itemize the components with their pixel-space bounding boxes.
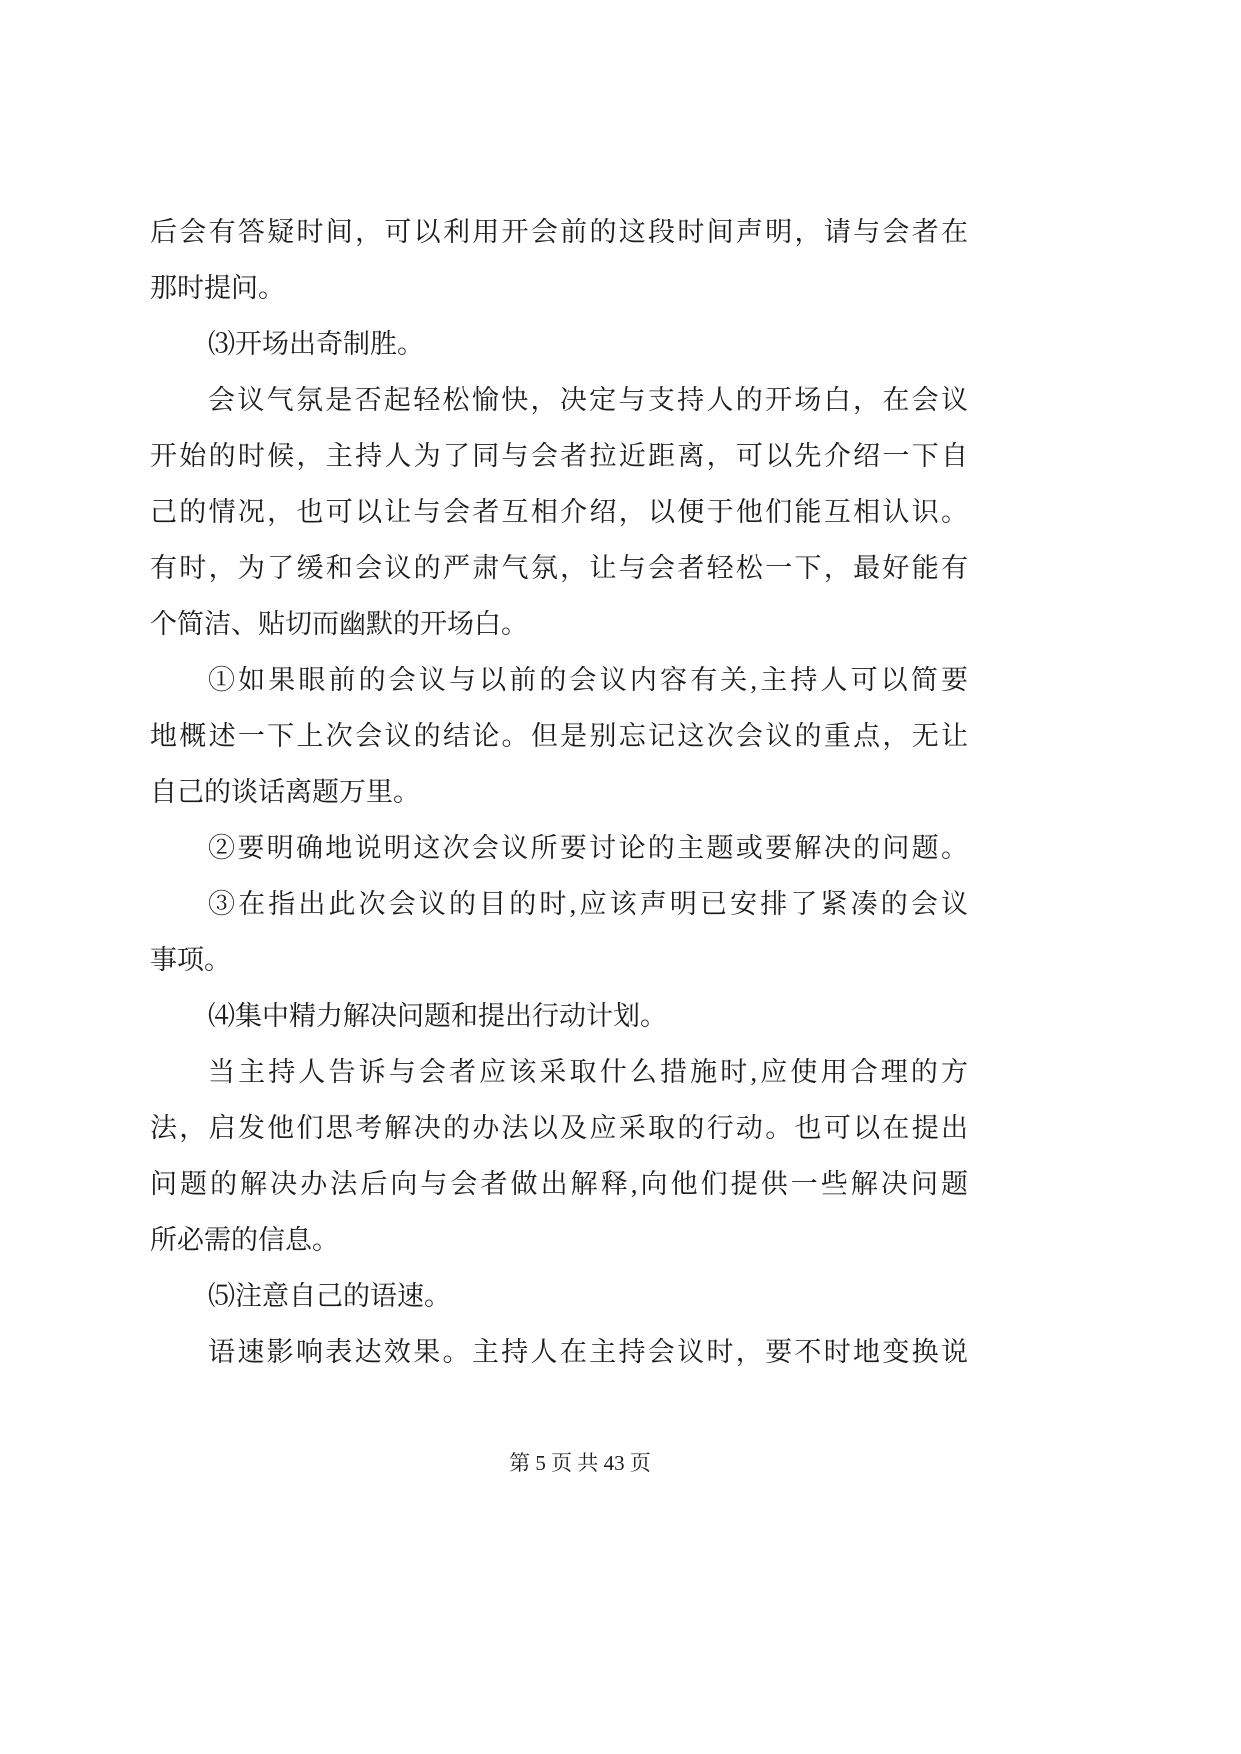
- text-line: 会议气氛是否起轻松愉快，决定与支持人的开场白，在会议: [208, 385, 968, 415]
- paragraph: [150, 204, 968, 316]
- section-heading: [150, 316, 968, 372]
- paragraph: [150, 1044, 968, 1268]
- list-item: [150, 876, 968, 988]
- list-item: [150, 820, 968, 876]
- text-line: 那时提问。: [150, 273, 285, 303]
- document-body: [150, 204, 968, 1380]
- text-line: ③在指出此次会议的目的时,应该声明已安排了紧凑的会议: [208, 889, 968, 919]
- text-line: 所必需的信息。: [150, 1225, 339, 1255]
- page-number-footer: 第 5 页 共 43 页: [509, 1451, 651, 1475]
- section-heading: [150, 988, 968, 1044]
- section-heading-text: ⑸注意自己的语速。: [208, 1281, 451, 1311]
- text-line: 有时，为了缓和会议的严肃气氛，让与会者轻松一下，最好能有: [150, 553, 968, 583]
- text-line: 自己的谈话离题万里。: [150, 777, 420, 807]
- text-line: 个简洁、贴切而幽默的开场白。: [150, 609, 528, 639]
- list-item: [150, 652, 968, 820]
- paragraph: [150, 372, 968, 652]
- text-line: 事项。: [150, 945, 231, 975]
- text-line: ①如果眼前的会议与以前的会议内容有关,主持人可以简要: [208, 665, 968, 695]
- text-line: 开始的时候，主持人为了同与会者拉近距离，可以先介绍一下自: [150, 441, 968, 471]
- text-line: 法，启发他们思考解决的办法以及应采取的行动。也可以在提出: [150, 1113, 968, 1143]
- text-line: 己的情况，也可以让与会者互相介绍，以便于他们能互相认识。: [150, 497, 968, 527]
- text-line: ②要明确地说明这次会议所要讨论的主题或要解决的问题。: [208, 833, 968, 863]
- text-line: 当主持人告诉与会者应该采取什么措施时,应使用合理的方: [208, 1057, 968, 1087]
- text-line: 语速影响表达效果。主持人在主持会议时，要不时地变换说: [208, 1337, 968, 1367]
- paragraph: [150, 1324, 968, 1380]
- section-heading-text: ⑶开场出奇制胜。: [208, 329, 424, 359]
- section-heading: [150, 1268, 968, 1324]
- section-heading-text: ⑷集中精力解决问题和提出行动计划。: [208, 1001, 667, 1031]
- text-line: 问题的解决办法后向与会者做出解释,向他们提供一些解决问题: [150, 1169, 968, 1199]
- text-line: 后会有答疑时间，可以利用开会前的这段时间声明，请与会者在: [150, 217, 968, 247]
- text-line: 地概述一下上次会议的结论。但是别忘记这次会议的重点，无让: [150, 721, 968, 751]
